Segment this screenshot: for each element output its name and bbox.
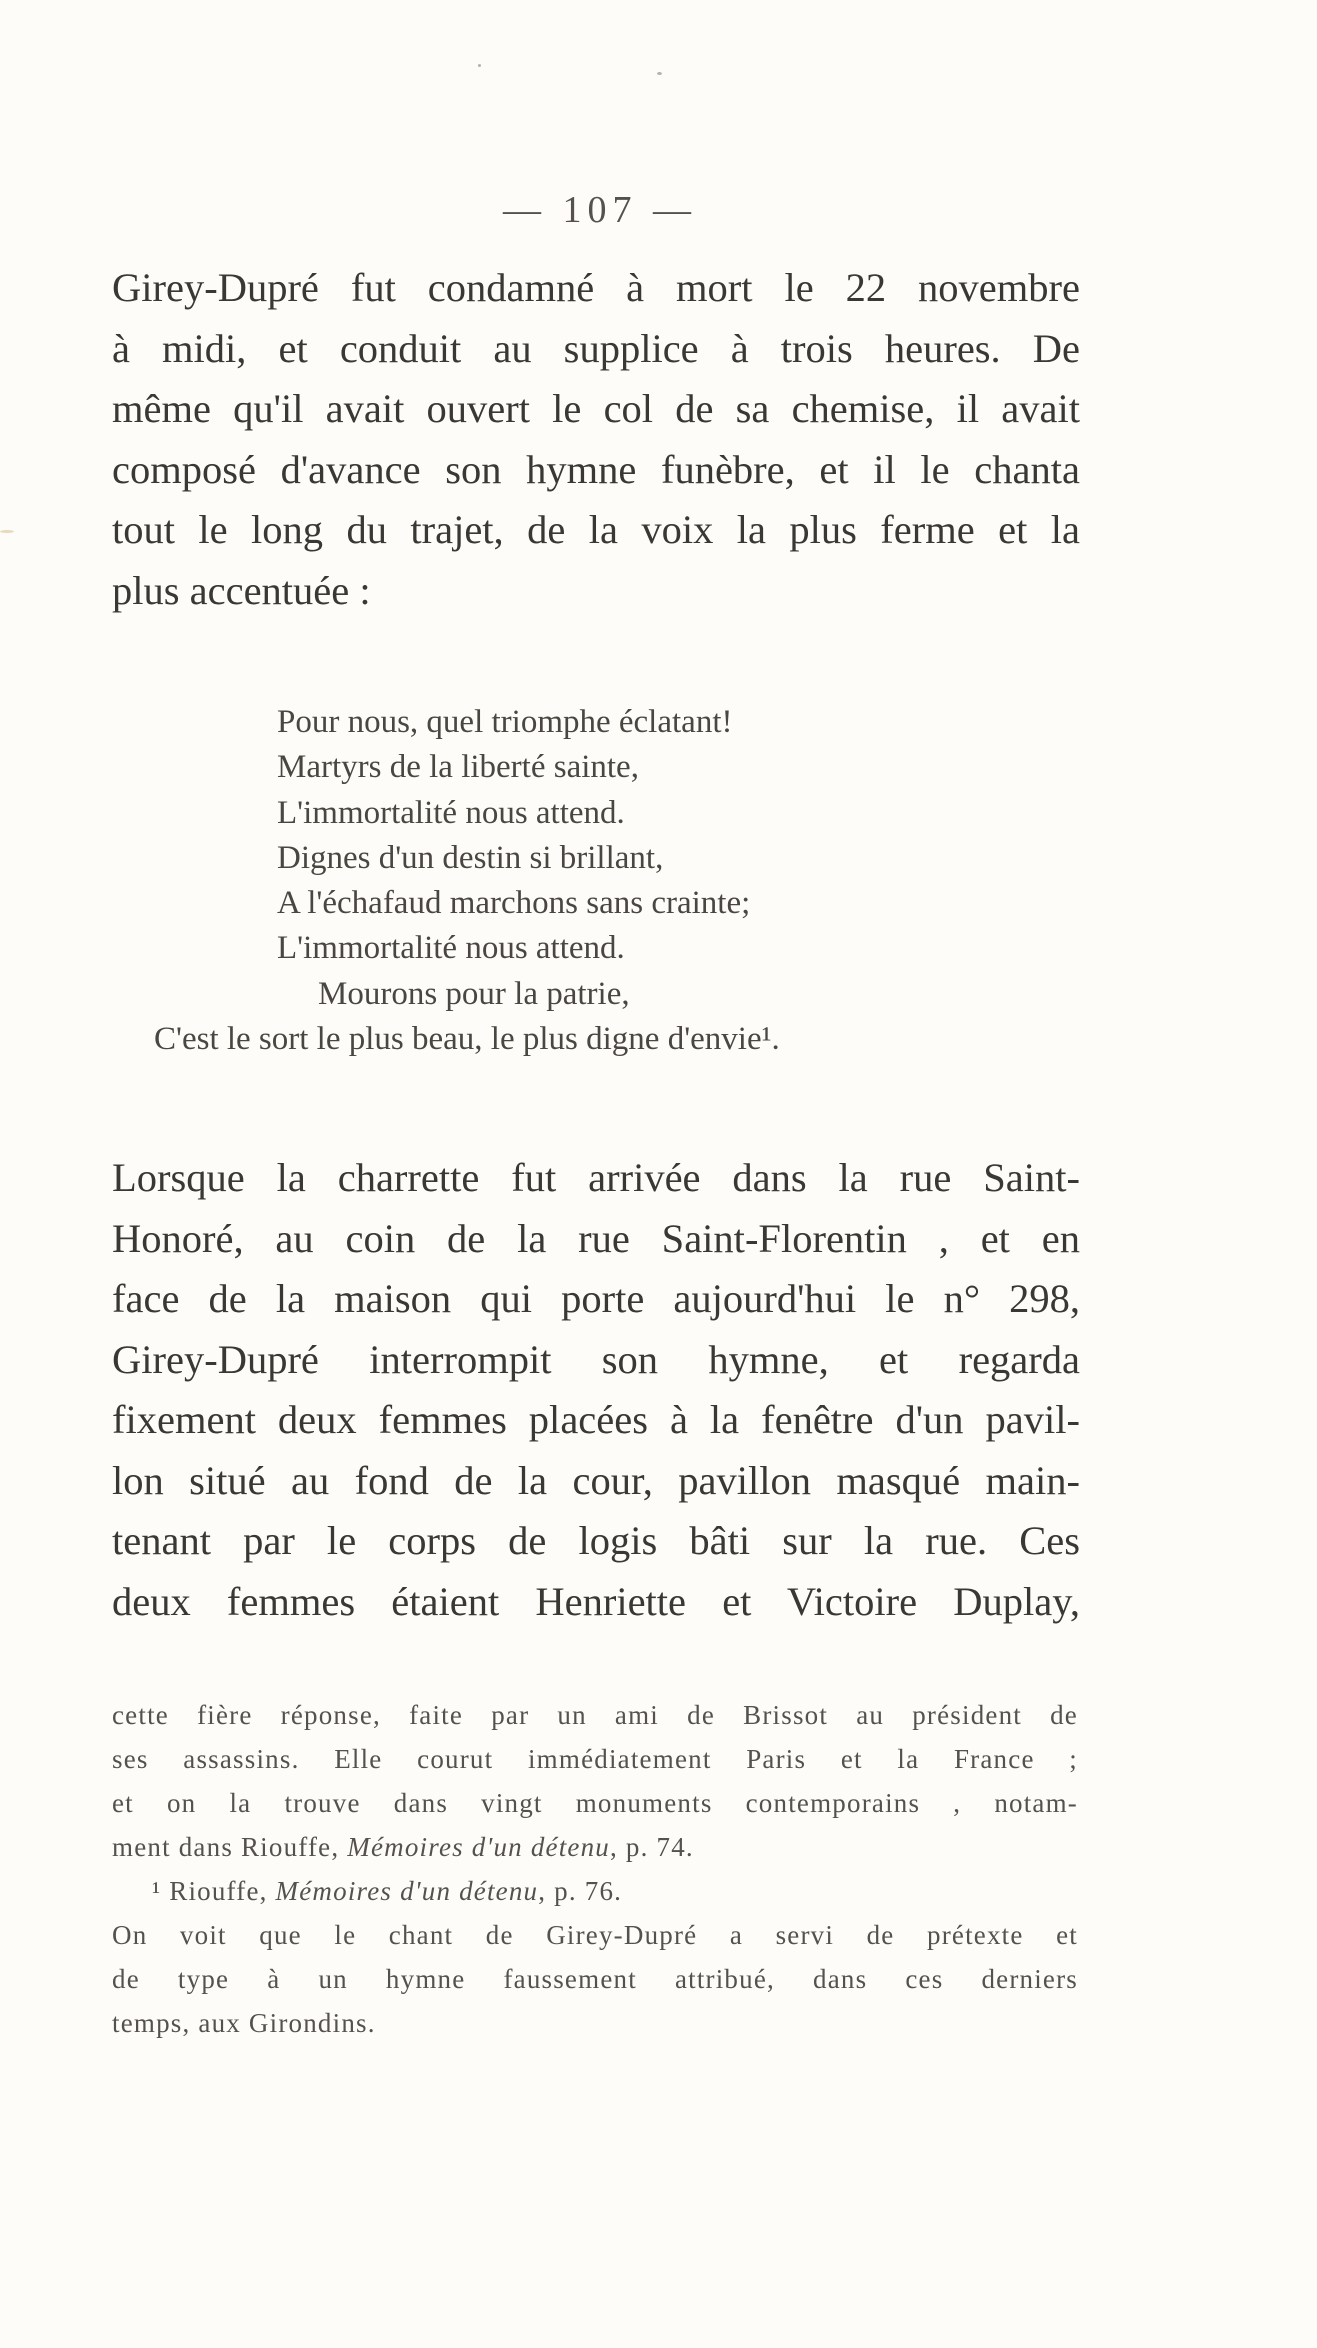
paper-speck [478, 64, 481, 67]
paragraph-line: lon situé au fond de la cour, pavillon masqué main- [112, 1457, 1080, 1503]
footnote-line: On voit que le chant de Girey-Dupré a servi de prétexte et [112, 1920, 1078, 1950]
footnote-text: Riouffe, [161, 1876, 276, 1906]
footnote-marker: ¹ [152, 1876, 162, 1906]
paragraph-line: Girey-Dupré fut condamné à mort le 22 novembre [112, 265, 1080, 310]
footnote-citation-title: Mémoires d'un détenu [275, 1876, 539, 1906]
page-number: — 107 — [503, 189, 697, 231]
paragraph-line: à midi, et conduit au supplice à trois heures. De [112, 325, 1080, 371]
footnote-line: de type à un hymne faussement attribué, dans ces derniers [112, 1964, 1078, 1994]
paragraph-line: tout le long du trajet, de la voix la plus ferme et la [112, 507, 1080, 552]
paragraph-line: plus accentuée : [112, 567, 371, 613]
footnote-line: et on la trouve dans vingt monuments contemporains , notam- [112, 1788, 1078, 1818]
paragraph-line: composé d'avance son hymne funèbre, et il le chanta [112, 446, 1080, 492]
verse-line: A l'échafaud marchons sans crainte; [277, 885, 751, 922]
paragraph [112, 1148, 1080, 1632]
paragraph-line: deux femmes étaient Henriette et Victoire Duplay, [112, 1578, 1080, 1624]
verse-line: C'est le sort le plus beau, le plus digne d'envie¹. [154, 1021, 780, 1058]
footnote-line: ses assassins. Elle courut immédiatement Paris et la France ; [112, 1744, 1078, 1774]
verse-line: Dignes d'un destin si brillant, [277, 839, 664, 876]
paragraph-line: même qu'il avait ouvert le col de sa chemise, il avait [112, 386, 1080, 431]
verse-line: Martyrs de la liberté sainte, [277, 749, 639, 786]
paragraph-line: Lorsque la charrette fut arrivée dans la rue Saint- [112, 1155, 1080, 1200]
paragraph-line: face de la maison qui porte aujourd'hui le n° 298, [112, 1276, 1080, 1321]
paragraph-line: tenant par le corps de logis bâti sur la rue. Ces [112, 1518, 1080, 1563]
verse-line: Pour nous, quel triomphe éclatant! [277, 704, 733, 740]
paragraph-line: fixement deux femmes placées à la fenêtre d'un pavil- [112, 1397, 1080, 1442]
paper-speck [657, 72, 662, 75]
footnote-1 [112, 1869, 1078, 1913]
verse-line: L'immortalité nous attend. [277, 794, 625, 831]
footnotes [112, 1693, 1078, 2045]
paragraph-line: Honoré, au coin de la rue Saint-Florentin , et en [112, 1215, 1080, 1261]
footnote-line [112, 1825, 1078, 1869]
margin-mark [0, 530, 14, 533]
paragraph-line: Girey-Dupré interrompit son hymne, et regarda [112, 1336, 1080, 1382]
verse-line: Mourons pour la patrie, [318, 975, 630, 1012]
footnote-line: cette fière réponse, faite par un ami de Brissot au président de [112, 1700, 1078, 1730]
footnote-text: , p. 76. [538, 1876, 623, 1906]
verse-block [0, 700, 1317, 1062]
verse-line: L'immortalité nous attend. [277, 930, 625, 967]
footnote-text: ment dans Riouffe, [112, 1832, 348, 1862]
paragraph [112, 258, 1080, 621]
footnote-text: , p. 74. [610, 1832, 694, 1862]
footnote-citation-title: Mémoires d'un détenu [347, 1832, 610, 1862]
footnote-line: temps, aux Girondins. [112, 2008, 376, 2038]
